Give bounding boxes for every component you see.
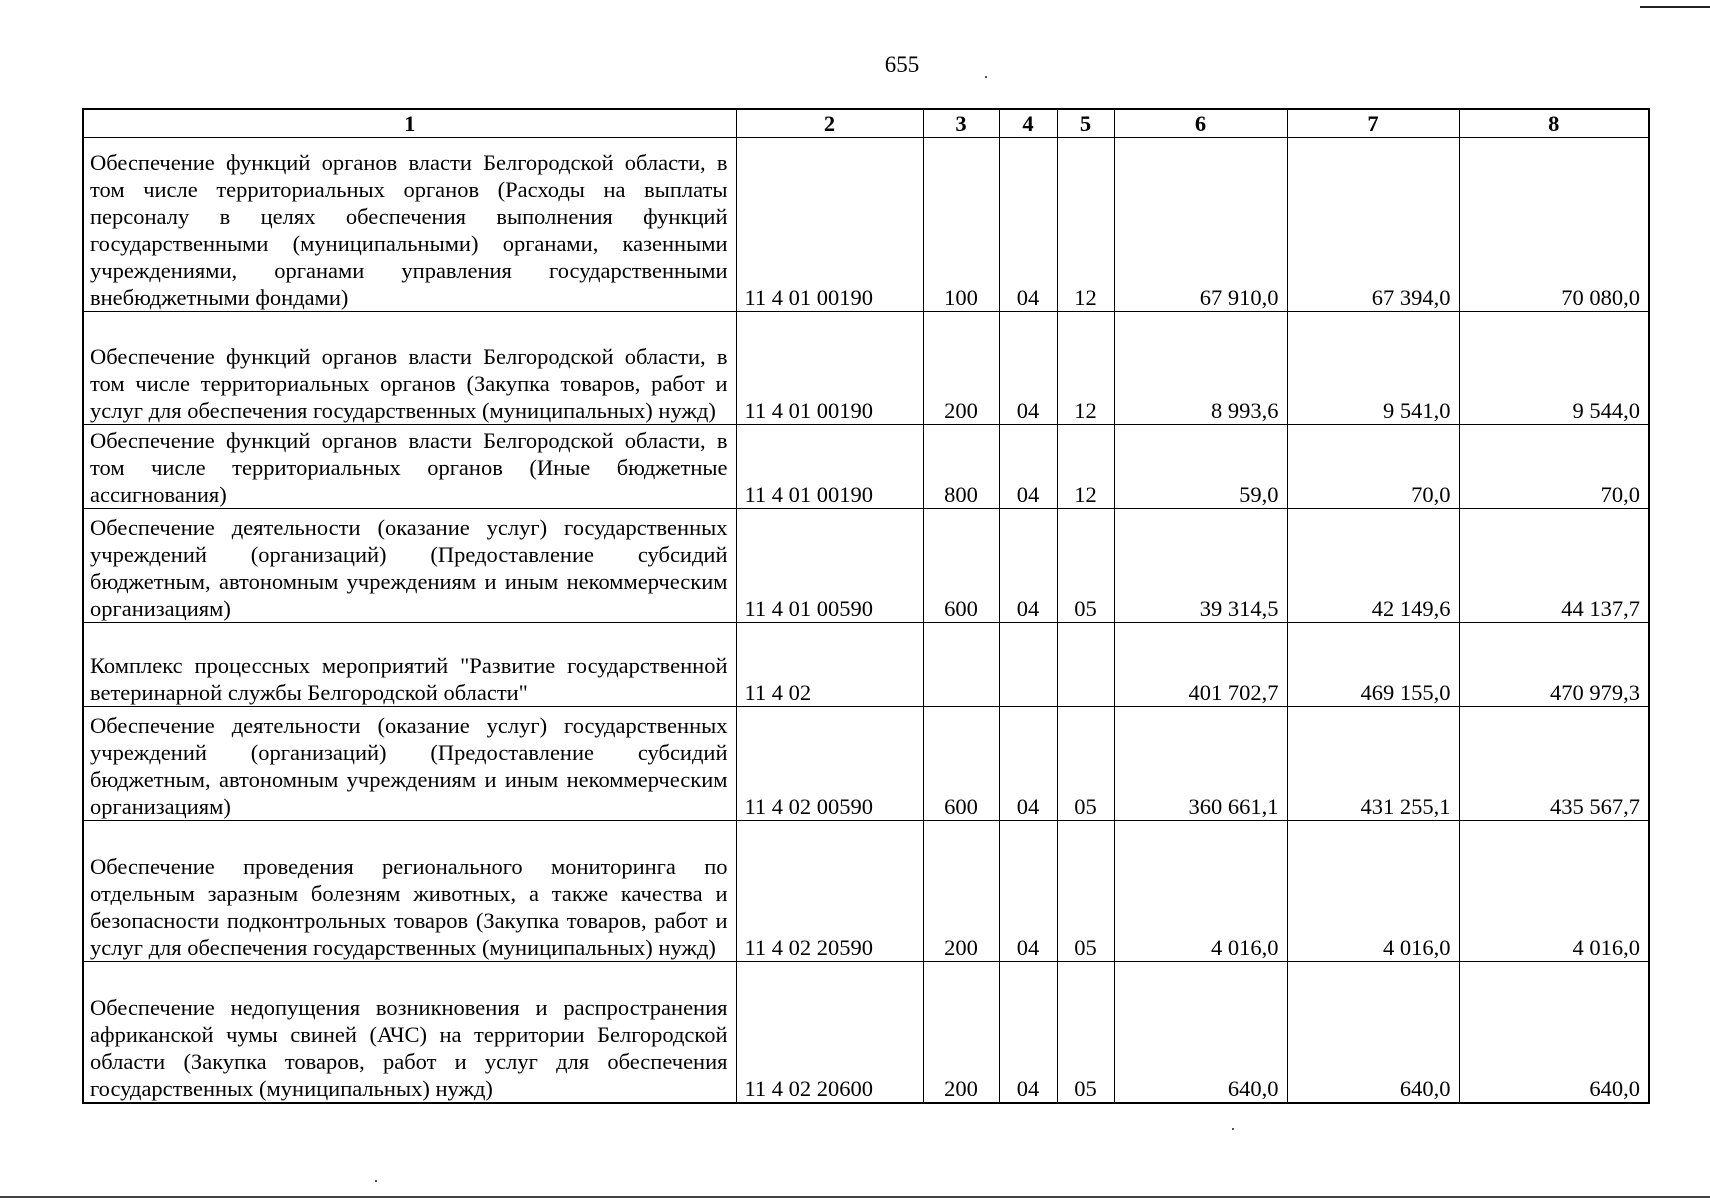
table-row: [83, 509, 1649, 623]
row-col7: 640,0: [1287, 962, 1459, 1103]
row-col5: 05: [1057, 821, 1114, 962]
row-col6: 360 661,1: [1114, 707, 1287, 821]
row-col3: 100: [923, 138, 999, 312]
column-header-1: 1: [83, 109, 736, 138]
row-col4: 04: [999, 821, 1057, 962]
row-col4: 04: [999, 707, 1057, 821]
row-col3: 600: [923, 707, 999, 821]
table-row: [83, 425, 1649, 509]
row-description: Обеспечение деятельности (оказание услуг) государственных учреждений (организаций) (Предоставление субсидий бюджетным, автономным учреждениям и иным некоммерческим организациям): [83, 509, 736, 623]
column-header-7: 7: [1287, 109, 1459, 138]
row-code: 11 4 02 20590: [736, 821, 923, 962]
row-col7: 469 155,0: [1287, 623, 1459, 707]
row-description: Обеспечение функций органов власти Белгородской области, в том числе территориальных органов (Иные бюджетные ассигнования): [83, 425, 736, 509]
scan-speck: [1232, 1128, 1234, 1130]
column-header-4: 4: [999, 109, 1057, 138]
row-col3: 200: [923, 312, 999, 425]
scan-edge-bottom: [0, 1196, 1710, 1198]
row-col6: 640,0: [1114, 962, 1287, 1103]
row-code: 11 4 01 00190: [736, 425, 923, 509]
row-code: 11 4 01 00190: [736, 312, 923, 425]
row-col8: 640,0: [1459, 962, 1649, 1103]
row-col4: 04: [999, 138, 1057, 312]
row-col5: 05: [1057, 509, 1114, 623]
row-col7: 431 255,1: [1287, 707, 1459, 821]
row-col8: 70 080,0: [1459, 138, 1649, 312]
row-code: 11 4 02 00590: [736, 707, 923, 821]
row-col8: 9 544,0: [1459, 312, 1649, 425]
row-col7: 42 149,6: [1287, 509, 1459, 623]
table-row: [83, 962, 1649, 1103]
row-col4: 04: [999, 509, 1057, 623]
page-number: 655: [884, 52, 920, 77]
row-col5: 05: [1057, 962, 1114, 1103]
row-col3: 200: [923, 962, 999, 1103]
row-col5: 12: [1057, 425, 1114, 509]
row-col3: [923, 623, 999, 707]
row-col3: 200: [923, 821, 999, 962]
row-description: Обеспечение функций органов власти Белгородской области, в том числе территориальных органов (Расходы на выплаты персоналу в целях обеспечения выполнения функций государственными (муниципальными) органами, казенными учреждениями, органами управления государственными внебюджетными фондами): [83, 138, 736, 312]
row-col4: 04: [999, 312, 1057, 425]
row-col6: 401 702,7: [1114, 623, 1287, 707]
row-code: 11 4 01 00590: [736, 509, 923, 623]
row-col8: 435 567,7: [1459, 707, 1649, 821]
scan-speck: [375, 1180, 377, 1182]
scan-edge-top-right: [1640, 6, 1710, 8]
row-col5: 12: [1057, 138, 1114, 312]
row-col4: 04: [999, 962, 1057, 1103]
row-col6: 59,0: [1114, 425, 1287, 509]
row-code: 11 4 01 00190: [736, 138, 923, 312]
column-header-5: 5: [1057, 109, 1114, 138]
row-col8: 44 137,7: [1459, 509, 1649, 623]
header-row: [83, 109, 1649, 138]
row-col7: 9 541,0: [1287, 312, 1459, 425]
table-row: [83, 138, 1649, 312]
row-col3: 800: [923, 425, 999, 509]
column-header-3: 3: [923, 109, 999, 138]
row-description: Комплекс процессных мероприятий "Развитие государственной ветеринарной службы Белгородской области": [83, 623, 736, 707]
row-description: Обеспечение недопущения возникновения и распространения африканской чумы свиней (АЧС) на территории Белгородской области (Закупка товаров, работ и услуг для обеспечения государственных (муниципальных) нужд): [83, 962, 736, 1103]
row-description: Обеспечение деятельности (оказание услуг) государственных учреждений (организаций) (Предоставление субсидий бюджетным, автономным учреждениям и иным некоммерческим организациям): [83, 707, 736, 821]
table-row: [83, 821, 1649, 962]
row-col8: 4 016,0: [1459, 821, 1649, 962]
row-col7: 70,0: [1287, 425, 1459, 509]
budget-table: [82, 108, 1650, 1104]
row-col4: [999, 623, 1057, 707]
row-code: 11 4 02: [736, 623, 923, 707]
table-row: [83, 312, 1649, 425]
row-col4: 04: [999, 425, 1057, 509]
row-code: 11 4 02 20600: [736, 962, 923, 1103]
row-col3: 600: [923, 509, 999, 623]
row-col5: 12: [1057, 312, 1114, 425]
row-description: Обеспечение функций органов власти Белгородской области, в том числе территориальных органов (Закупка товаров, работ и услуг для обеспечения государственных (муниципальных) нужд): [83, 312, 736, 425]
column-header-8: 8: [1459, 109, 1649, 138]
row-col5: 05: [1057, 707, 1114, 821]
row-col6: 4 016,0: [1114, 821, 1287, 962]
row-col7: 4 016,0: [1287, 821, 1459, 962]
row-col8: 70,0: [1459, 425, 1649, 509]
row-col5: [1057, 623, 1114, 707]
table-row: [83, 707, 1649, 821]
row-col7: 67 394,0: [1287, 138, 1459, 312]
row-col6: 39 314,5: [1114, 509, 1287, 623]
row-col8: 470 979,3: [1459, 623, 1649, 707]
row-col6: 67 910,0: [1114, 138, 1287, 312]
column-header-6: 6: [1114, 109, 1287, 138]
row-description: Обеспечение проведения регионального мониторинга по отдельным заразным болезням животных, а также качества и безопасности подконтрольных товаров (Закупка товаров, работ и услуг для обеспечения государственных (муниципальных) нужд): [83, 821, 736, 962]
table-row: [83, 623, 1649, 707]
row-col6: 8 993,6: [1114, 312, 1287, 425]
column-header-2: 2: [736, 109, 923, 138]
